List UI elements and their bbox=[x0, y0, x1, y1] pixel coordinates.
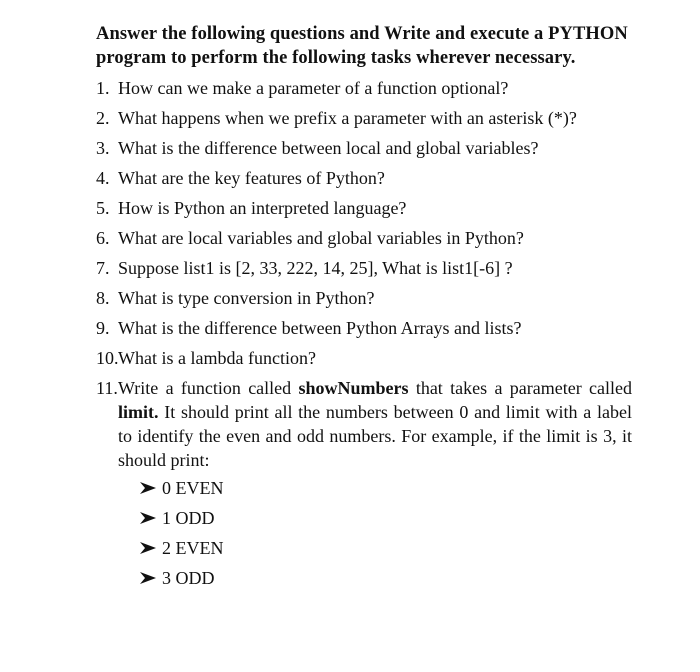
question-list bbox=[96, 76, 636, 590]
question-item bbox=[96, 316, 636, 340]
question-item bbox=[96, 106, 636, 130]
question-number: 1. bbox=[96, 78, 110, 98]
question-number: 2. bbox=[96, 108, 110, 128]
question-item bbox=[96, 346, 636, 370]
arrowhead-bullet-icon bbox=[138, 541, 158, 555]
question-text bbox=[118, 376, 632, 472]
question-text: What happens when we prefix a parameter with an asterisk (*)? bbox=[118, 108, 577, 128]
question-text: What is the difference between local and global variables? bbox=[118, 138, 539, 158]
example-output-item bbox=[138, 506, 632, 530]
question-text: What is type conversion in Python? bbox=[118, 288, 375, 308]
parameter-name: limit. bbox=[118, 402, 159, 422]
function-name: showNumbers bbox=[298, 378, 409, 398]
question-text: Suppose list1 is [2, 33, 222, 14, 25], What is list1[-6] ? bbox=[118, 258, 513, 278]
question-item bbox=[96, 136, 636, 160]
question-number: 8. bbox=[96, 288, 110, 308]
arrowhead-bullet-icon bbox=[138, 481, 158, 495]
question-item bbox=[96, 76, 636, 100]
example-output-list bbox=[118, 476, 632, 590]
question-text: How can we make a parameter of a function optional? bbox=[118, 78, 509, 98]
instructions-heading: Answer the following questions and Write and execute a PYTHON program to perform the following tasks wherever necessary. bbox=[96, 24, 628, 68]
question-item bbox=[96, 286, 636, 310]
question-number: 11. bbox=[96, 378, 118, 398]
question-number: 9. bbox=[96, 318, 110, 338]
example-output-text: 2 EVEN bbox=[162, 538, 224, 558]
example-output-item bbox=[138, 566, 632, 590]
question-item bbox=[96, 166, 636, 190]
question-item bbox=[96, 256, 636, 280]
example-output-text: 0 EVEN bbox=[162, 478, 224, 498]
question-number: 5. bbox=[96, 198, 110, 218]
example-output-item bbox=[138, 476, 632, 500]
arrowhead-bullet-icon bbox=[138, 571, 158, 585]
example-output-text: 3 ODD bbox=[162, 568, 215, 588]
question-text: What are local variables and global variables in Python? bbox=[118, 228, 524, 248]
question-text: How is Python an interpreted language? bbox=[118, 198, 407, 218]
question-number: 10. bbox=[96, 348, 119, 368]
document bbox=[96, 22, 636, 596]
question11-part3: It should print all the numbers between 0 and limit with a label to identify the even and odd numbers. For example, if the limit is 3, it should print: bbox=[118, 402, 632, 470]
example-output-text: 1 ODD bbox=[162, 508, 215, 528]
question-text: What is the difference between Python Arrays and lists? bbox=[118, 318, 522, 338]
question11-part2: that takes a parameter called bbox=[408, 378, 632, 398]
example-output-item bbox=[138, 536, 632, 560]
question-number: 6. bbox=[96, 228, 110, 248]
question-text: What is a lambda function? bbox=[118, 348, 316, 368]
question-number: 3. bbox=[96, 138, 110, 158]
question-text: What are the key features of Python? bbox=[118, 168, 385, 188]
arrowhead-bullet-icon bbox=[138, 511, 158, 525]
question-number: 4. bbox=[96, 168, 110, 188]
question11-part1: Write a function called bbox=[118, 378, 299, 398]
question-item bbox=[96, 196, 636, 220]
question-number: 7. bbox=[96, 258, 110, 278]
question-item-11 bbox=[96, 376, 636, 590]
question-item bbox=[96, 226, 636, 250]
